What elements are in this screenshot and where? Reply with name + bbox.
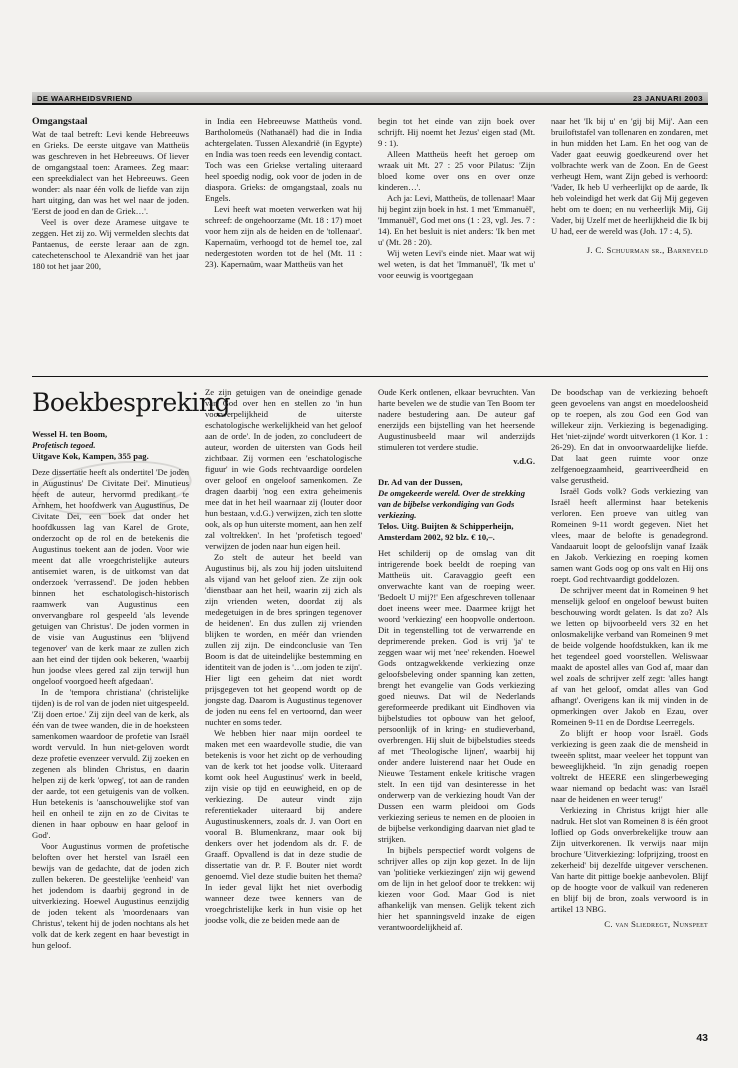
review1-reviewer-initials: v.d.G. xyxy=(513,456,535,466)
article-column-4 xyxy=(551,116,708,368)
review1-column-1-text xyxy=(32,467,189,951)
review2-book-title: De omgekeerde wereld. Over de strekking van de bijbelse verkondiging van Gods verkiezing. xyxy=(378,488,526,520)
review1-column-3-text xyxy=(378,387,535,453)
review-column-2 xyxy=(205,387,362,1027)
paragraph: We hebben hier naar mijn oordeel te maken met een waardevolle studie, die van betekenis is voor het zicht op de verhouding van de kerk tot het joodse volk. Uiteraard komt ook heel Augustinus' werk in beeld, zijn visie op tijd en eeuwigheid, en op de verkiezing. De auteur vindt zijn referentiekader uiteraard bij andere Augustinuskenners, zoals dr. J. van Oort en vooral B. Blumenkranz, maar ook bij denkers over het jodendom als dr. F. de Graaff. Opvallend is dat in deze studie de dissertatie van dr. P. F. Bouter niet wordt genoemd. Viel deze studie buiten het thema? In ieder geval lijkt het niet overbodig wanneer deze twee kenners van de vroegchristelijke kerk in hun visie op het joodse volk, die ze beiden mede aan de xyxy=(205,728,362,925)
publication-name: DE WAARHEIDSVRIEND xyxy=(37,93,133,103)
paragraph: Wij weten Levi's einde niet. Maar wat wij wel weten, is dat het 'Immanuël', 'Ik met u' voor eeuwig is voortgegaan xyxy=(378,248,535,280)
paragraph: Oude Kerk ontlenen, elkaar bevruchten. Van harte bevelen we de studie van Ten Boom ter nadere bestudering aan. De auteur gaf enerzijds een bijstelling van het heersende Augustinusbeeld maar wil anderzijds stimuleren tot verdere studie. xyxy=(378,387,535,452)
paragraph: Ach ja: Levi, Mattheüs, de tollenaar! Maar hij begint zijn boek in hst. 1 met 'Emmanuël', 'Immanuël', God met ons (1 : 23, vgl. Jes. 7 : 14). En het besluit is niet anders: 'Ik ben met u' (Mt. 28 : 20). xyxy=(378,193,535,247)
masthead-band xyxy=(32,92,708,105)
review1-book-title: Profetisch tegoed. xyxy=(32,440,96,450)
review1-publisher-line: Uitgave Kok, Kampen, 355 pag. xyxy=(32,451,149,461)
review2-header xyxy=(378,477,535,543)
paragraph: begin tot het einde van zijn boek over schrijft. Hij noemt het Jezus' eigen stad (Mt. 9 : 1). xyxy=(378,116,535,148)
paragraph: in India een Hebreeuwse Mattheüs vond. Bartholomeüs (Nathanaël) had die in India achtergelaten. Tussen Alexandrië (in Egypte) en India was toen reeds een levendig contact. Toch was een Griekse vertaling uiteraard heel spoedig nodig, ook voor de joden in de diaspora. Grieks: de omgangstaal, zoals nu Engels. xyxy=(205,116,362,203)
paragraph: Zo blijft er hoop voor Israël. Gods verkiezing is geen zaak die de mensheid in tweeën splitst, maar veeleer het toppunt van beweeglijkheid. 'In zijn genadig roepen voltrekt de HEERE een slingerbeweging waar niemand op bedacht was: van Israël naar de heidenen en weer terug!' xyxy=(551,728,708,804)
section-title: Boekbespreking xyxy=(32,388,230,417)
review2-column-4-text xyxy=(551,387,708,915)
paragraph: Levi heeft wat moeten verwerken wat hij schreef: de ongehoorzame (Mt. 18 : 17) moet voor hem zijn als de heiden en de 'tollenaar'. Kapernaüm, verhoogd tot de hemel toe, zal nedergestoten worden tot de hel (Mt. 11 : 23). Kapernaüm, waar Mattheüs van het xyxy=(205,204,362,269)
paragraph: Veel is over deze Aramese uitgave te zeggen. Het zij zo. Wij vermelden slechts dat Pantaenus, de eerste leraar aan de zgn. catechetenschool te Alexandrië van het jaar 180 tot het jaar 200, xyxy=(32,217,189,271)
paragraph: Ze zijn getuigen van de oneindige genade van God over hen en stellen zo 'in hun voorwerpelijkheid de uiterste eschatologische werkelijkheid van het geloof aan de orde'. In de joden, zo concludeert de auteur, worden de uitersten van Gods heil zichtbaar. Zij vormen een 'eschatologische figuur' in wie Gods rechtvaardige oordelen over geloof en ongeloof samenkomen. Ze dragen daarbij 'nog een extra geheimenis mee dat in het heil waarnaar zij (louter door hun bestaan, v.d.G.) verwijzen, zich ten slotte ook, als op hun uiterste moment, aan hen zelf zal voltrekken'. In het 'profetisch tegoed' verwijzen de joden naar hun eigen heil. xyxy=(205,387,362,551)
paragraph: In bijbels perspectief wordt volgens de schrijver alles op zijn kop gezet. In de lijn van 'politieke verkiezingen' zijn wij gewend om de lijn in het geloof door te trekken: wij kiezen voor God. Maar God is niet afhankelijk van mensen. Gelijk tekent zich hier het spanningsveld inzake de eigen verantwoordelijkheid af. xyxy=(378,845,535,932)
review2-publisher-line: Telos. Uitg. Buijten & Schipperheijn, Amsterdam 2002, 92 blz. € 10,–. xyxy=(378,521,514,542)
article-omgangstaal xyxy=(32,116,708,368)
paragraph: Het schilderij op de omslag van dit intrigerende boek beeldt de roeping van Mattheüs uit. Caravaggio geeft een onverwachte kant van de roeping weer. 'Bedoelt U mij?!' Een afgeschreven tollenaar doet ineens weer mee. Daarmee krijgt het woord 'verkiezing' een hoopvolle ondertoon. Dit in tegenstelling tot de verwarrende en deprimerende preken. God is vrij 'ja' te zeggen waar wij met 'nee' rekenden. Hoewel Gods ontzagwekkende verkiezing onze geloofsbeleving onder spanning kan zetten, brengt het evangelie van Gods verkiezing goed nieuws. Dat wil de Nederlands gereformeerde predikant uit Eindhoven via bijbelstudies tot opbouw van het geloof, persoonlijk of in kring- en studieverband, overbrengen. Hij sluit de bijbelstudies steeds af met 'Theologische lijnen', waarbij hij onder andere luisterend naar het Oude en Nieuwe Testament enkele kritische vragen stelt. In een tijd van desinteresse in het onderwerp van de verkiezing houdt Van der Dussen een warm pleidooi om Gods verkiezing serieus te nemen en de plooien in de bijbelse verkondiging daarvan niet glad te strijken. xyxy=(378,548,535,844)
paragraph: De schrijver meent dat in Romeinen 9 het menselijk geloof en ongeloof bewust buiten beschouwing wordt gelaten. Is dat zo? Als we letten op bijvoorbeeld vers 32 en het onlosmakelijke verband van Romeinen 9 met de beide volgende hoofdstukken, kan ik me het tegendeel goed voorstellen. Weliswaar maakt de apostel alles van God af, maar dan wel zoals de schrijver zelf zegt: 'alles hangt af van het geloof, omdat alles van God afhangt'. Overigens kan ik mij vinden in de opmerkingen over Jakob en Ezau, over Romeinen 9-11 en de Dordtse Leerregels. xyxy=(551,585,708,727)
paragraph: Israël Gods volk? Gods verkiezing van Israël heeft allerminst haar betekenis verloren. Een proeve van uitleg van Romeinen 9-11 wordt gegeven. Niet het vlees, maar de belofte is genadegrond. Vandaaruit loopt de geloofslijn vanaf Izaäk en Jakob. Verkiezing en roeping komen samen want Gods oog op ons valt en Hij ons roept. God rechtvaardigt goddelozen. xyxy=(551,486,708,584)
article-column-3 xyxy=(378,116,535,368)
paragraph: Verkiezing in Christus krijgt hier alle nadruk. Het slot van Romeinen 8 is één groot loflied op Gods onverbrekelijke trouw aan Zijn uitverkorenen. Ik verwijs naar mijn brochure 'Uitverkiezing: lofprijzing, troost en zekerheid' bij dezelfde uitgever verschenen. Van harte dit pittige boekje aanbevolen. Blijf op de hoogte voor de valkuil van redeneren en blijf bij de bron, zoals verwoord is in artikel 13 NBG. xyxy=(551,805,708,914)
paragraph: De boodschap van de verkiezing behoeft geen gevoelens van angst en moedeloosheid op te roepen, als zou God een God van willekeur zijn. Verkiezing is begenadiging. Het 'niet-zijnde' wordt uitverkoren (1 Kor. 1 : 26-29). En dat in onvoorwaardelijke liefde. Dat laat geen ruimte voor onze zelfgenoegzaamheid, gearriveerdheid en valse gerustheid. xyxy=(551,387,708,485)
review2-reviewer-signature: C. van Sliedregt, Nunspeet xyxy=(604,919,708,929)
paragraph: Deze dissertatie heeft als ondertitel 'De joden in Augustinus' De Civitate Dei'. Minutieus heeft de auteur, hervormd predikant te Arnhem, het hoofdwerk van Augustinus, De Civitate Dei, een boek dat onder het hoofdkussen lag van Karel de Grote, onderzocht op de rol en de betekenis die Augustinus toekent aan de joden. Voor wie meent dat alle vroegchristelijke auteurs antisemiet waren, is de uitkomst van dat onderzoek 'verrassend'. De joden hebben binnen het eschatologisch-historisch raamwerk van Augustinus een onvervangbare rol gespeeld 'als levende getuigen van Christus'. De joden vormen in de visie van Augustinus een 'blijvend tegenover' van de kerk maar ze zullen zich aan het eind der tijden ook bekeren, 'waarbij hun joodse vlees gered zal zijn terwijl hun ongeloof voorgoed heeft afgedaan'. xyxy=(32,467,189,686)
section-divider xyxy=(32,376,708,377)
review-column-1 xyxy=(32,387,230,1027)
paragraph: naar het 'Ik bij u' en 'gij bij Mij'. Aan een bruiloftstafel van tollenaren en zondaren, met in hun midden het Lam. En het oog van de Vader gaat eeuwig goedkeurend over het volbrachte werk van de Zoon. En de Geest verheugt Hem, want Zijn gebed is verhoord: 'Vader, Ik heb U verheerlijkt op de aarde, Ik heb voleindigd het werk dat Gij Mij gegeven hebt om te doen; en nu verheerlijk Mij, Gij Vader, bij Uzelf met de heerlijkheid die Ik bij U had, eer de wereld was (Joh. 17 : 4, 5). xyxy=(551,116,708,236)
article-column-4-text xyxy=(551,116,708,237)
review2-book-author: Dr. Ad van der Dussen, xyxy=(378,477,463,487)
paragraph: In de 'tempora christiana' (christelijke tijden) is de rol van de joden niet uitgespeeld. 'Zij doen ertoe.' Zij zijn deel van de kerk, als één van de twee wanden, die in de hoeksteen samenkomen waardoor de profetie van Israël wordt vervuld. In hun niet-geloven wordt deze profetie evenzeer vervuld. Zij zoeken en zegenen als blinden Christus, en daarin helpen zij de kerk 'opweg', tot aan de randen der aarde, tot een getuigenis van de volken. Hun betekenis is 'aanschouwelijke stof van heil en onheil te zijn en zo de Civitas te dienen in haar opbouw en haar geloof in God'. xyxy=(32,687,189,840)
issue-date: 23 JANUARI 2003 xyxy=(632,93,703,103)
page-number: 43 xyxy=(696,1032,708,1044)
page-header xyxy=(32,92,708,105)
paragraph: Zo stelt de auteur het beeld van Augustinus bij, als zou hij joden uitsluitend als vijand van het geloof zien. Ze zijn ook 'dienstbaar aan het heil, waarin zij zich als zijn vrienden weten, doordat zij als medegetuigen in de bres springen tegenover de heidenen'. En dus zullen zij vrienden blijken te worden, en méér dan vrienden zullen zij zijn. De eindconclusie van Ten Boom is dat de uiteindelijke bestemming en identiteit van de joden is '…om joden te zijn'. Hier ligt een geheim dat niet wordt prijsgegeven tot het geopend wordt op de jongste dag. Daarom is Augustinus tegenover de joden nu eens fel en vertoornd, dan weer nuchter en soms teder. xyxy=(205,552,362,727)
article-title: Omgangstaal xyxy=(32,116,88,127)
review-column-3 xyxy=(378,387,535,1027)
paragraph: Wat de taal betreft: Levi kende Hebreeuws en Grieks. De eerste uitgave van Mattheüs was geschreven in het Hebreeuws. Of liever de omgangstaal toen: Aramees. Zeg maar: een spreekdialect van het Hebreeuws. Geen wonder: als naar één volk de liefde van zijn hart uitging, dan was het wel naar de joden. 'Eerst de jood en dan de Griek…'. xyxy=(32,129,189,216)
review2-column-3-text xyxy=(378,548,535,933)
article-column-1 xyxy=(32,116,189,368)
paragraph: Voor Augustinus vormen de profetische beloften over het herstel van Israël een bewijs van de gedachte, dat de joden zich zullen bekeren. De geestelijke 'eenheid' van het jodendom is daarbij gegrond in de uitverkiezing. Hoewel Augustinus eenzijdig de joden tekent als 'moordenaars van Christus', tekent hij de joden nochtans als het volk dat de kerk zegent en haar bevestigt in hun geloof. xyxy=(32,841,189,950)
review1-header xyxy=(32,429,189,462)
paragraph: Alleen Mattheüs heeft het geroep om wraak uit Mt. 27 : 25 voor Pilatus: 'Zijn bloed kome over ons en over onze kinderen…'. xyxy=(378,149,535,192)
article-column-2 xyxy=(205,116,362,368)
article-column-1-text xyxy=(32,129,189,272)
review-column-4 xyxy=(551,387,708,1027)
review1-book-author: Wessel H. ten Boom, xyxy=(32,429,108,439)
book-review-section xyxy=(32,387,708,1027)
article-author-signature: J. C. Schuurman sr., Barneveld xyxy=(586,245,708,255)
